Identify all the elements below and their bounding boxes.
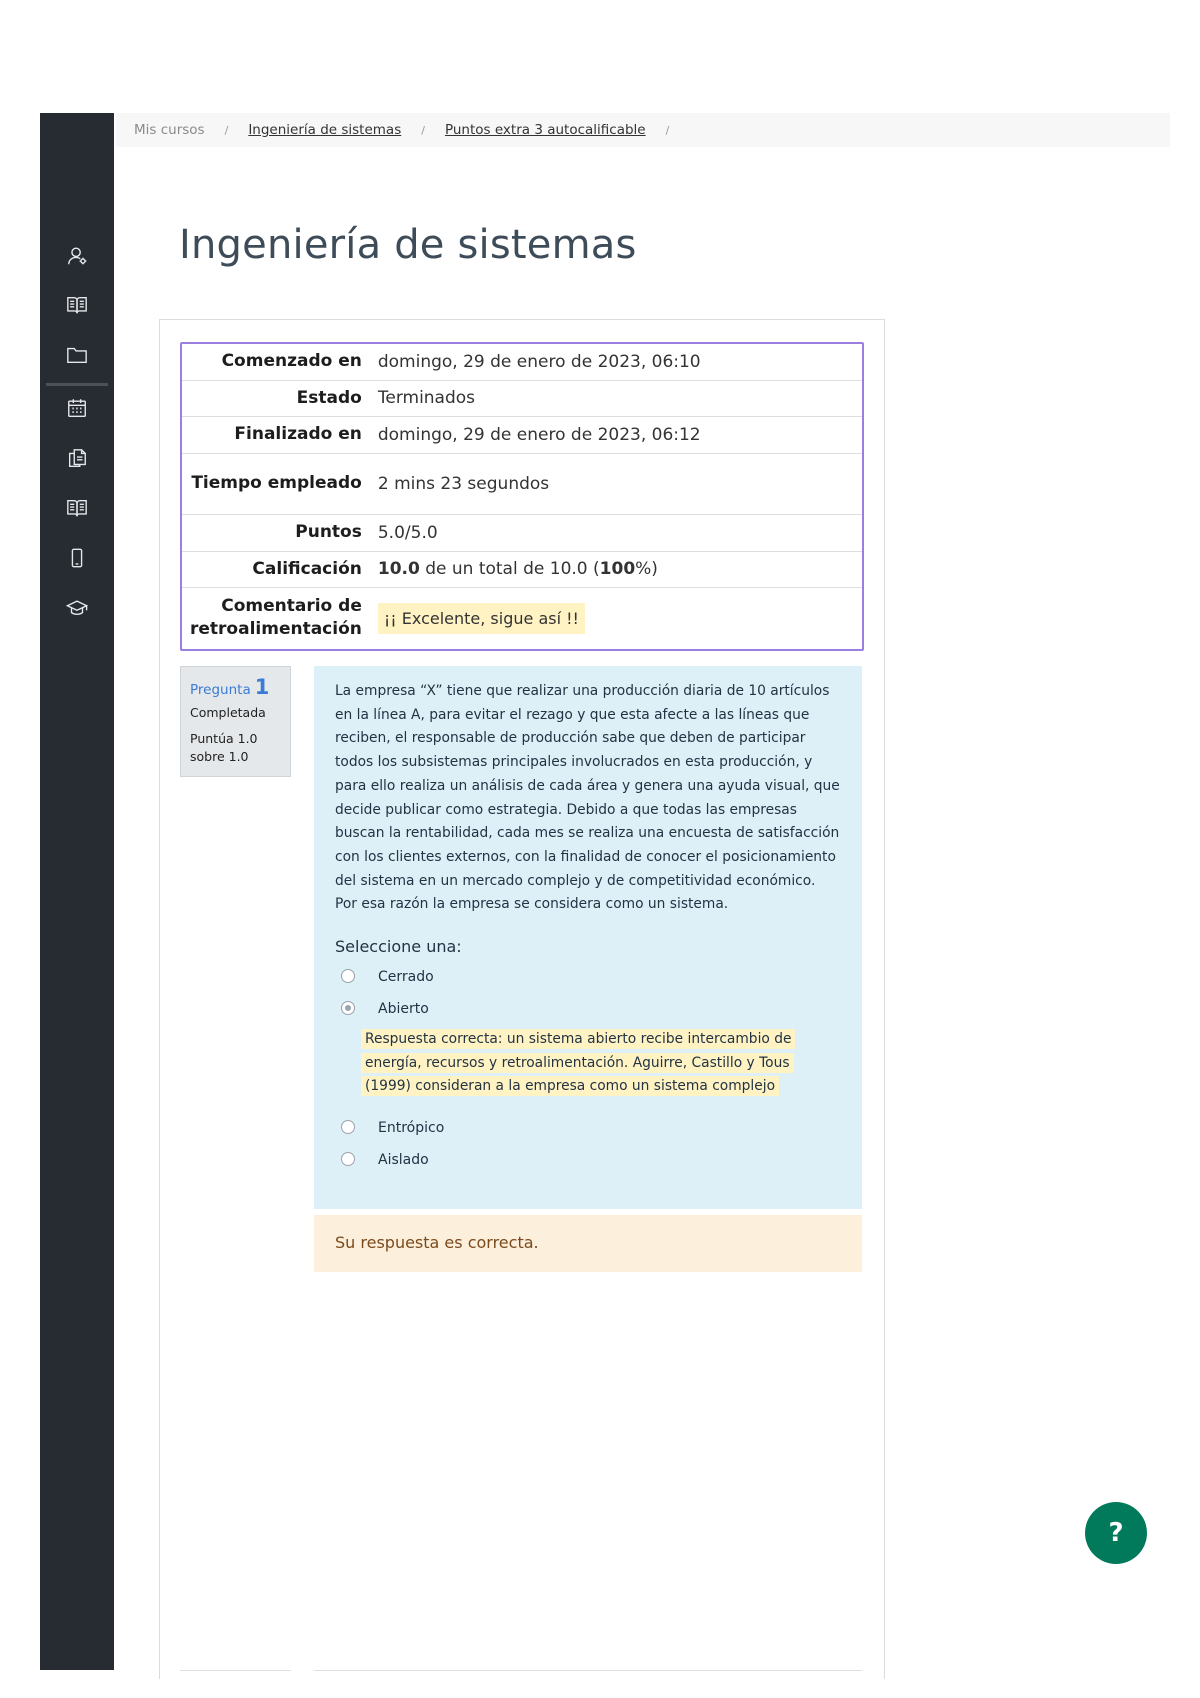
mobile-icon xyxy=(66,547,88,569)
question-info xyxy=(180,666,291,777)
summary-row-grade xyxy=(182,551,862,587)
summary-value: domingo, 29 de enero de 2023, 06:12 xyxy=(370,416,862,453)
nav-item-calendar[interactable] xyxy=(40,388,114,428)
summary-value: domingo, 29 de enero de 2023, 06:10 xyxy=(377,351,701,372)
help-button[interactable] xyxy=(1085,1502,1147,1564)
summary-label: Calificación xyxy=(182,551,370,587)
radio-button[interactable] xyxy=(341,1152,355,1166)
breadcrumb xyxy=(116,113,1170,147)
question-text: La empresa “X” tiene que realizar una producción diaria de 10 artículos en la línea A, para evitar el rezago y que esta afecte a las líneas que reciben, el responsable de producción sabe que deben de participar todos los subsistemas principales involucrados en esta producción, y para ello realiza un análisis de cada área y genera una ayuda visual, que decide publicar como estrategia. Debido a que todas las empresas buscan la rentabilidad, cada mes se realiza una encuesta de satisfacción con los clientes externos, con la finalidad de conocer el posicionamiento del sistema en un mercado complejo y de competitividad económico. Por esa razón la empresa se considera como un sistema. xyxy=(335,683,840,913)
grade-percent-suffix: %) xyxy=(635,559,658,579)
summary-label: Comentario de retroalimentación xyxy=(182,587,370,649)
divider xyxy=(180,1670,291,1671)
summary-row-finished xyxy=(182,416,862,453)
book-open-icon xyxy=(66,497,88,519)
question-number: 1 xyxy=(254,675,270,699)
answer-option-selected[interactable] xyxy=(335,994,841,1026)
graduation-cap-icon xyxy=(66,597,88,619)
breadcrumb-item-course[interactable]: Ingeniería de sistemas xyxy=(248,122,402,138)
attempt-summary-table xyxy=(180,342,864,651)
summary-row-started xyxy=(182,344,862,380)
question-grade: Puntúa 1.0 sobre 1.0 xyxy=(190,731,258,765)
page-title: Ingeniería de sistemas xyxy=(179,222,637,268)
overall-feedback: ¡¡ Excelente, sigue así !! xyxy=(378,603,585,634)
summary-value: 2 mins 23 segundos xyxy=(370,453,862,514)
answer-label: Entrópico xyxy=(378,1119,445,1136)
nav-item-mobile[interactable] xyxy=(40,538,114,578)
book-open-icon xyxy=(66,294,88,316)
answer-option[interactable] xyxy=(335,1113,841,1145)
nav-item-library[interactable] xyxy=(40,488,114,528)
grade-value: 10.0 xyxy=(377,559,420,579)
answer-option[interactable] xyxy=(335,1145,841,1177)
answer-label: Aislado xyxy=(378,1151,429,1168)
grade-percent: 100 xyxy=(599,559,636,579)
calendar-icon xyxy=(66,397,88,419)
breadcrumb-separator: / xyxy=(665,123,670,137)
answer-prompt: Seleccione una: xyxy=(335,937,462,957)
question-outcome: Su respuesta es correcta. xyxy=(314,1215,862,1272)
answer-option[interactable] xyxy=(335,962,841,994)
breadcrumb-item-quiz[interactable]: Puntos extra 3 autocalificable xyxy=(444,122,646,138)
summary-row-time-taken xyxy=(182,453,862,514)
help-icon: ? xyxy=(1108,1518,1124,1548)
specific-feedback xyxy=(361,1028,801,1099)
divider xyxy=(314,1670,862,1671)
summary-value xyxy=(370,587,862,649)
sidebar xyxy=(40,113,114,1670)
answer-options xyxy=(335,962,841,1177)
grade-total-text: de un total de 10.0 ( xyxy=(425,559,600,579)
summary-row-marks xyxy=(182,514,862,551)
breadcrumb-separator: / xyxy=(421,123,425,137)
summary-value: 5.0/5.0 xyxy=(370,514,862,551)
question-label: Pregunta xyxy=(190,682,251,698)
answer-label: Cerrado xyxy=(378,969,434,986)
sidebar-divider xyxy=(46,383,108,386)
radio-button[interactable] xyxy=(341,969,355,983)
summary-value: Terminados xyxy=(370,380,862,416)
summary-row-state xyxy=(182,380,862,416)
summary-label: Tiempo empleado xyxy=(182,453,370,514)
breadcrumb-item-my-courses[interactable]: Mis cursos xyxy=(134,122,205,138)
nav-item-profile[interactable] xyxy=(40,236,114,276)
summary-label: Comenzado en xyxy=(221,351,362,372)
answer-label: Abierto xyxy=(378,1001,429,1018)
nav-item-files[interactable] xyxy=(40,335,114,375)
folder-icon xyxy=(66,344,88,366)
documents-icon xyxy=(66,447,88,469)
nav-item-documents[interactable] xyxy=(40,438,114,478)
nav-item-courses[interactable] xyxy=(40,285,114,325)
radio-button[interactable] xyxy=(341,1120,355,1134)
user-icon xyxy=(66,245,88,267)
question-state: Completada xyxy=(190,705,266,720)
summary-value xyxy=(370,551,862,587)
summary-label: Puntos xyxy=(182,514,370,551)
radio-button-checked[interactable] xyxy=(341,1001,355,1015)
summary-row-feedback xyxy=(182,587,862,649)
nav-item-graduation[interactable] xyxy=(40,588,114,628)
summary-label: Estado xyxy=(182,380,370,416)
question-content xyxy=(314,666,862,1209)
specific-feedback-text: Respuesta correcta: un sistema abierto recibe intercambio de energía, recursos y retroalimentación. Aguirre, Castillo y Tous (1999) consideran a la empresa como un sistema complejo xyxy=(361,1029,795,1096)
breadcrumb-separator: / xyxy=(224,123,229,137)
summary-label: Finalizado en xyxy=(182,416,370,453)
